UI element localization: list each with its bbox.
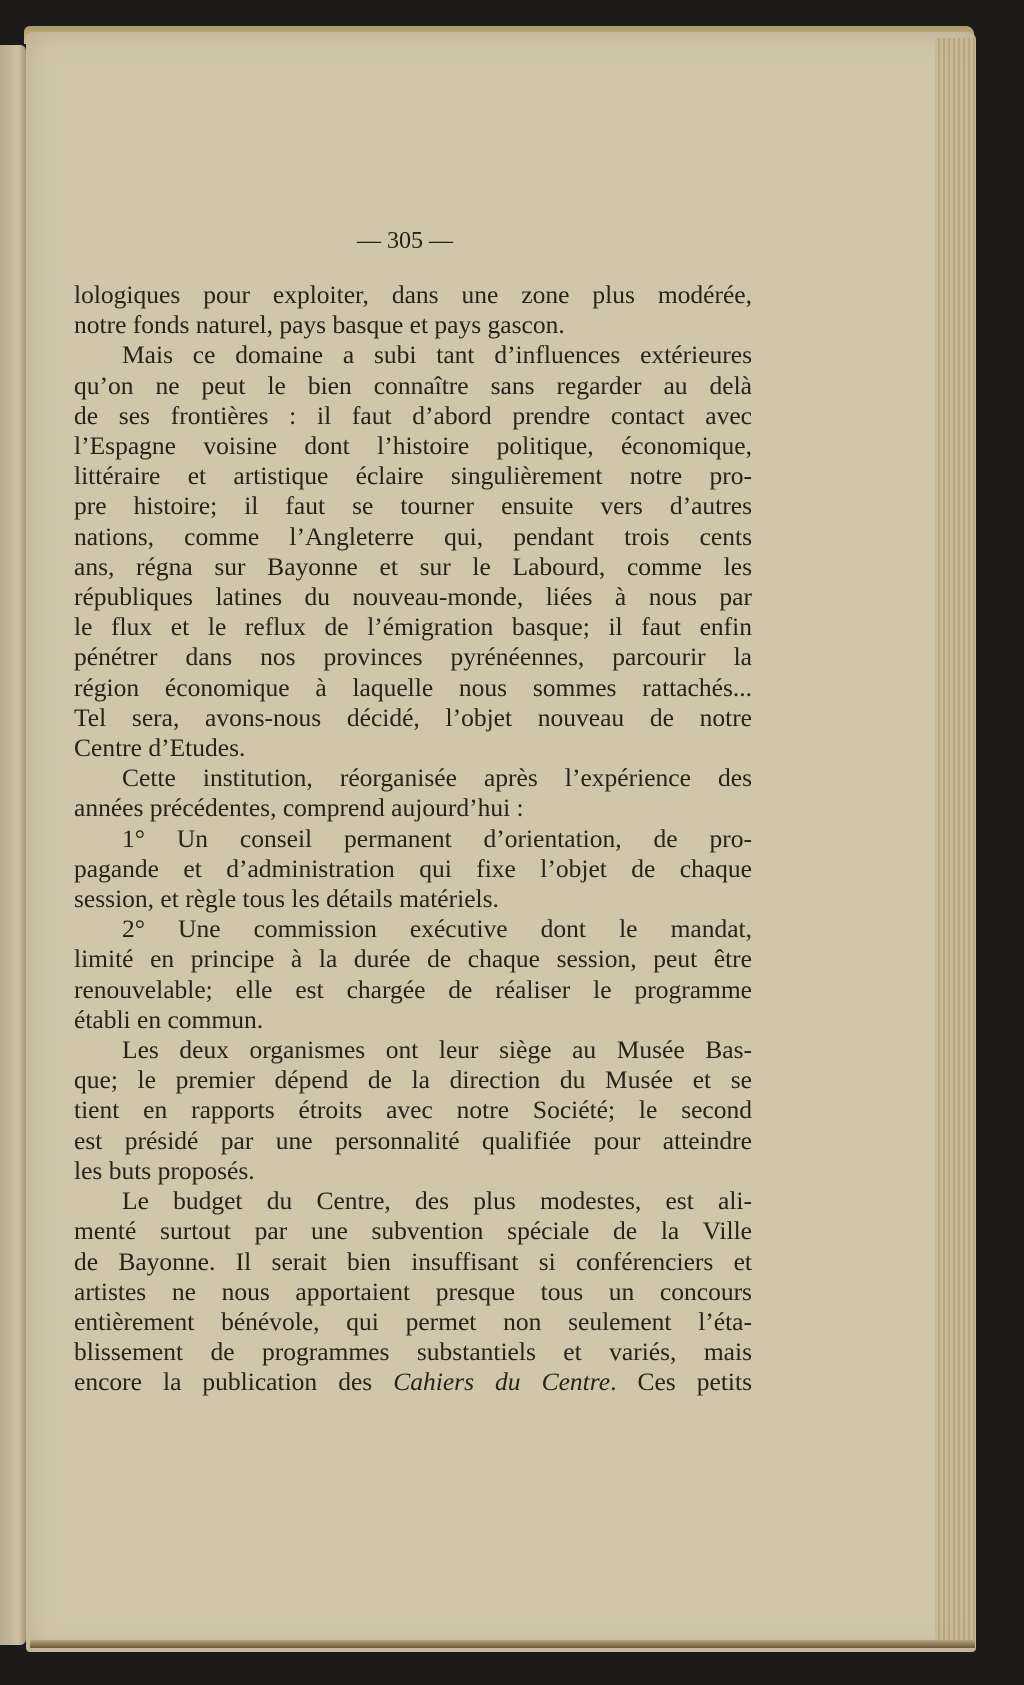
text-line: Les deux organismes ont leur siège au Musée Bas- xyxy=(122,1035,752,1065)
text-line: nations, comme l’Angleterre qui, pendant trois cents xyxy=(74,521,752,551)
page-number: — 305 — xyxy=(357,228,453,254)
left-page-edge xyxy=(0,45,26,1645)
text-line: Tel sera, avons-nous décidé, l’objet nouveau de notre xyxy=(74,702,752,732)
text-line-last xyxy=(74,1367,752,1397)
text-fragment: . Ces petits xyxy=(610,1367,753,1397)
body-text xyxy=(74,280,752,1398)
text-line: républiques latines du nouveau-monde, liées à nous par xyxy=(74,582,752,612)
text-line: session, et règle tous les détails matériels. xyxy=(74,884,499,914)
text-line: tient en rapports étroits avec notre Société; le second xyxy=(74,1095,752,1125)
text-line: pre histoire; il faut se tourner ensuite vers d’autres xyxy=(74,491,752,521)
text-line: pénétrer dans nos provinces pyrénéennes, parcourir la xyxy=(74,642,752,672)
text-line: notre fonds naturel, pays basque et pays gascon. xyxy=(74,310,565,340)
text-line: Cette institution, réorganisée après l’expérience des xyxy=(122,763,752,793)
page-stack-edge xyxy=(935,38,975,1648)
page-bottom-edge xyxy=(30,1640,975,1648)
text-line: entièrement bénévole, qui permet non seulement l’éta- xyxy=(74,1306,752,1336)
text-line: le flux et le reflux de l’émigration basque; il faut enfin xyxy=(74,612,752,642)
text-line: renouvelable; elle est chargée de réaliser le programme xyxy=(74,974,752,1004)
text-line: 1° Un conseil permanent d’orientation, de pro- xyxy=(122,823,752,853)
text-line: lologiques pour exploiter, dans une zone plus modérée, xyxy=(74,280,752,309)
text-line: 2° Une commission exécutive dont le mandat, xyxy=(122,914,752,944)
text-line: ans, régna sur Bayonne et sur le Labourd, comme les xyxy=(74,551,752,581)
text-line: de ses frontières : il faut d’abord prendre contact avec xyxy=(74,400,752,430)
text-line: est présidé par une personnalité qualifiée pour atteindre xyxy=(74,1125,752,1155)
text-line: qu’on ne peut le bien connaître sans regarder au delà xyxy=(74,370,752,400)
italic-title: Cahiers du Centre xyxy=(393,1367,611,1397)
text-line: région économique à laquelle nous sommes rattachés... xyxy=(74,672,752,702)
text-line: les buts proposés. xyxy=(74,1155,255,1185)
text-line: de Bayonne. Il serait bien insuffisant si conférenciers et xyxy=(74,1246,752,1276)
text-line: établi en commun. xyxy=(74,1004,264,1034)
text-line: pagande et d’administration qui fixe l’objet de chaque xyxy=(74,853,752,883)
text-line: artistes ne nous apportaient presque tous un concours xyxy=(74,1276,752,1306)
text-line: Mais ce domaine a subi tant d’influences extérieures xyxy=(122,340,752,370)
text-fragment: encore la publication des xyxy=(74,1367,394,1397)
text-line: années précédentes, comprend aujourd’hui : xyxy=(74,793,524,823)
text-line: littéraire et artistique éclaire singulièrement notre pro- xyxy=(74,461,752,491)
text-line: Le budget du Centre, des plus modestes, est ali- xyxy=(122,1186,752,1216)
text-line: limité en principe à la durée de chaque session, peut être xyxy=(74,944,752,974)
text-line: menté surtout par une subvention spéciale de la Ville xyxy=(74,1216,752,1246)
text-line: blissement de programmes substantiels et variés, mais xyxy=(74,1337,752,1367)
text-line: l’Espagne voisine dont l’histoire politique, économique, xyxy=(74,431,752,461)
text-line: Centre d’Etudes. xyxy=(74,733,246,763)
text-line: que; le premier dépend de la direction du Musée et se xyxy=(74,1065,752,1095)
